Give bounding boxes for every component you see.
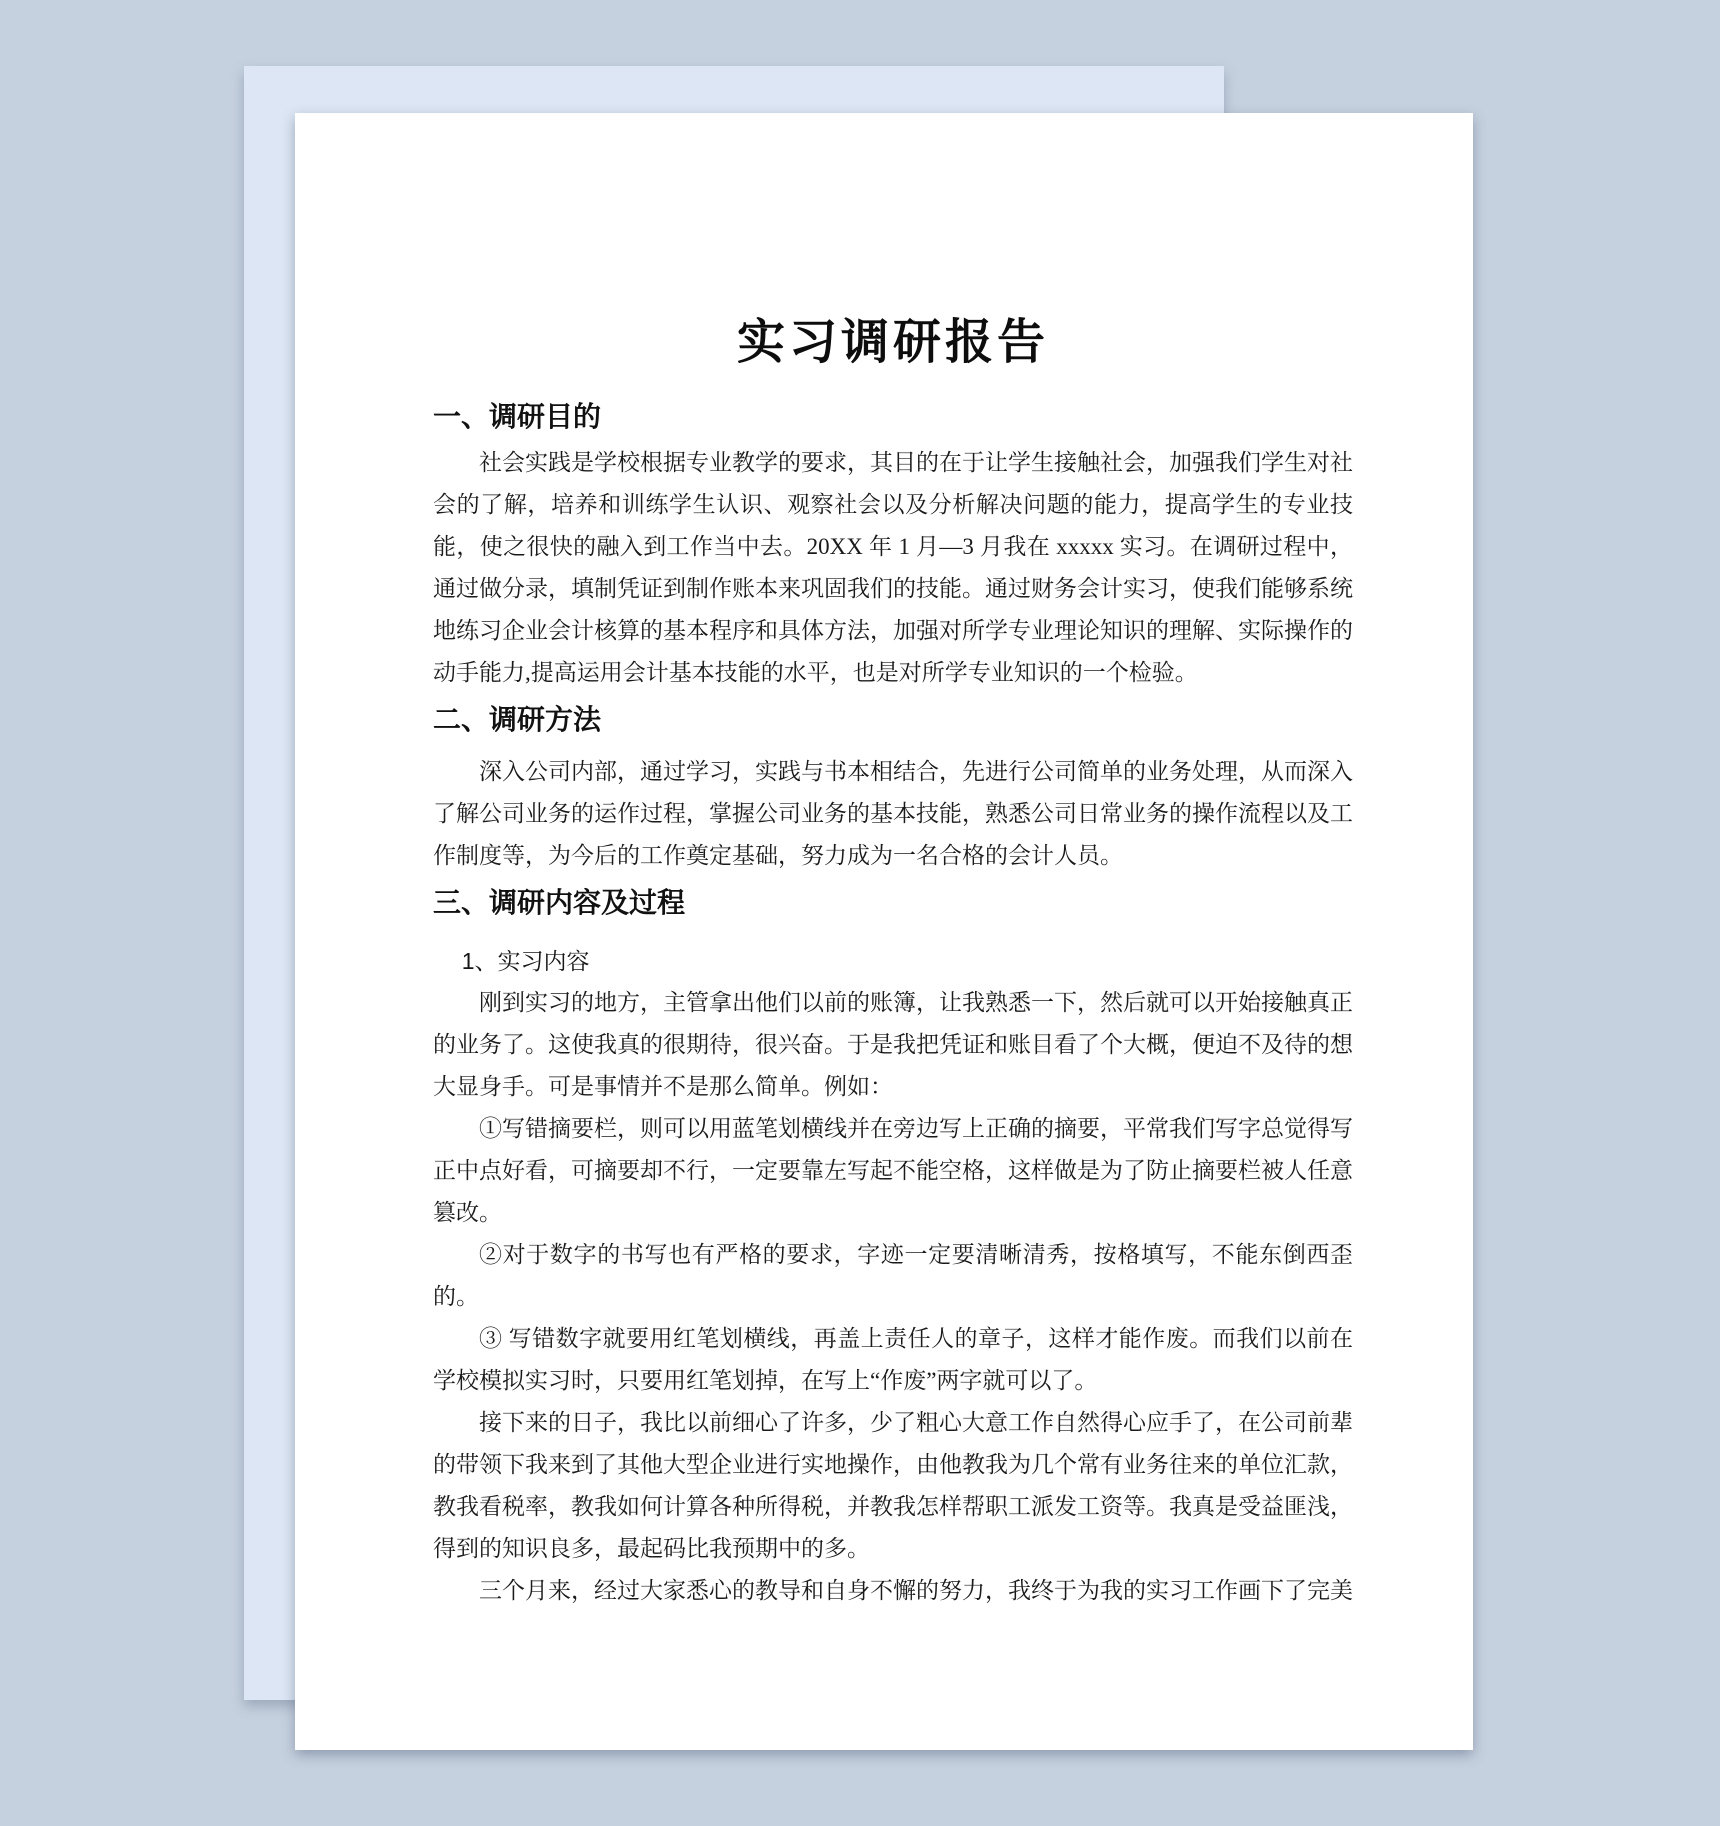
document-page xyxy=(295,113,1473,1750)
section-heading-method: 二、调研方法 xyxy=(433,704,602,735)
document-title: 实习调研报告 xyxy=(736,316,1049,369)
document-content xyxy=(295,113,1473,1612)
paragraph: ②对于数字的书写也有严格的要求，字迹一定要清晰清秀，按格填写，不能东倒西歪的。 xyxy=(433,1242,1353,1309)
paragraph: ①写错摘要栏，则可以用蓝笔划横线并在旁边写上正确的摘要，平常我们写字总觉得写正中点好看，可摘要却不行，一定要靠左写起不能空格，这样做是为了防止摘要栏被人任意篡改。 xyxy=(433,1116,1353,1225)
paragraph: 深入公司内部，通过学习，实践与书本相结合，先进行公司简单的业务处理，从而深入了解公司业务的运作过程，掌握公司业务的基本技能，熟悉公司日常业务的操作流程以及工作制度等，为今后的工作奠定基础，努力成为一名合格的会计人员。 xyxy=(433,759,1353,868)
paragraph: 刚到实习的地方，主管拿出他们以前的账簿，让我熟悉一下，然后就可以开始接触真正的业务了。这使我真的很期待，很兴奋。于是我把凭证和账目看了个大概，便迫不及待的想大显身手。可是事情并不是那么简单。例如： xyxy=(433,990,1353,1099)
paragraph: 接下来的日子，我比以前细心了许多，少了粗心大意工作自然得心应手了，在公司前辈的带领下我来到了其他大型企业进行实地操作，由他教我为几个常有业务往来的单位汇款，教我看税率，教我如何计算各种所得税，并教我怎样帮职工派发工资等。我真是受益匪浅，得到的知识良多，最起码比我预期中的多。 xyxy=(433,1410,1353,1561)
subsection-heading-internship-content: 1、实习内容 xyxy=(461,948,590,974)
section-heading-content-process: 三、调研内容及过程 xyxy=(433,887,686,918)
section-heading-purpose: 一、调研目的 xyxy=(433,401,602,432)
paragraph: 三个月来，经过大家悉心的教导和自身不懈的努力，我终于为我的实习工作画下了完美 xyxy=(479,1578,1353,1603)
paragraph: 社会实践是学校根据专业教学的要求，其目的在于让学生接触社会，加强我们学生对社会的了解，培养和训练学生认识、观察社会以及分析解决问题的能力，提高学生的专业技能，使之很快的融入到工作当中去。20XX 年 1 月—3 月我在 xxxxx 实习。在调研过程中，通过做分录，填制凭证到制作账本来巩固我们的技能。通过财务会计实习，使我们能够系统地练习企业会计核算的基本程序和具体方法，加强对所学专业理论知识的理解、实际操作的动手能力,提高运用会计基本技能的水平，也是对所学专业知识的一个检验。 xyxy=(433,450,1353,685)
paragraph: ③ 写错数字就要用红笔划横线，再盖上责任人的章子，这样才能作废。而我们以前在学校模拟实习时，只要用红笔划掉，在写上“作废”两字就可以了。 xyxy=(433,1326,1353,1393)
